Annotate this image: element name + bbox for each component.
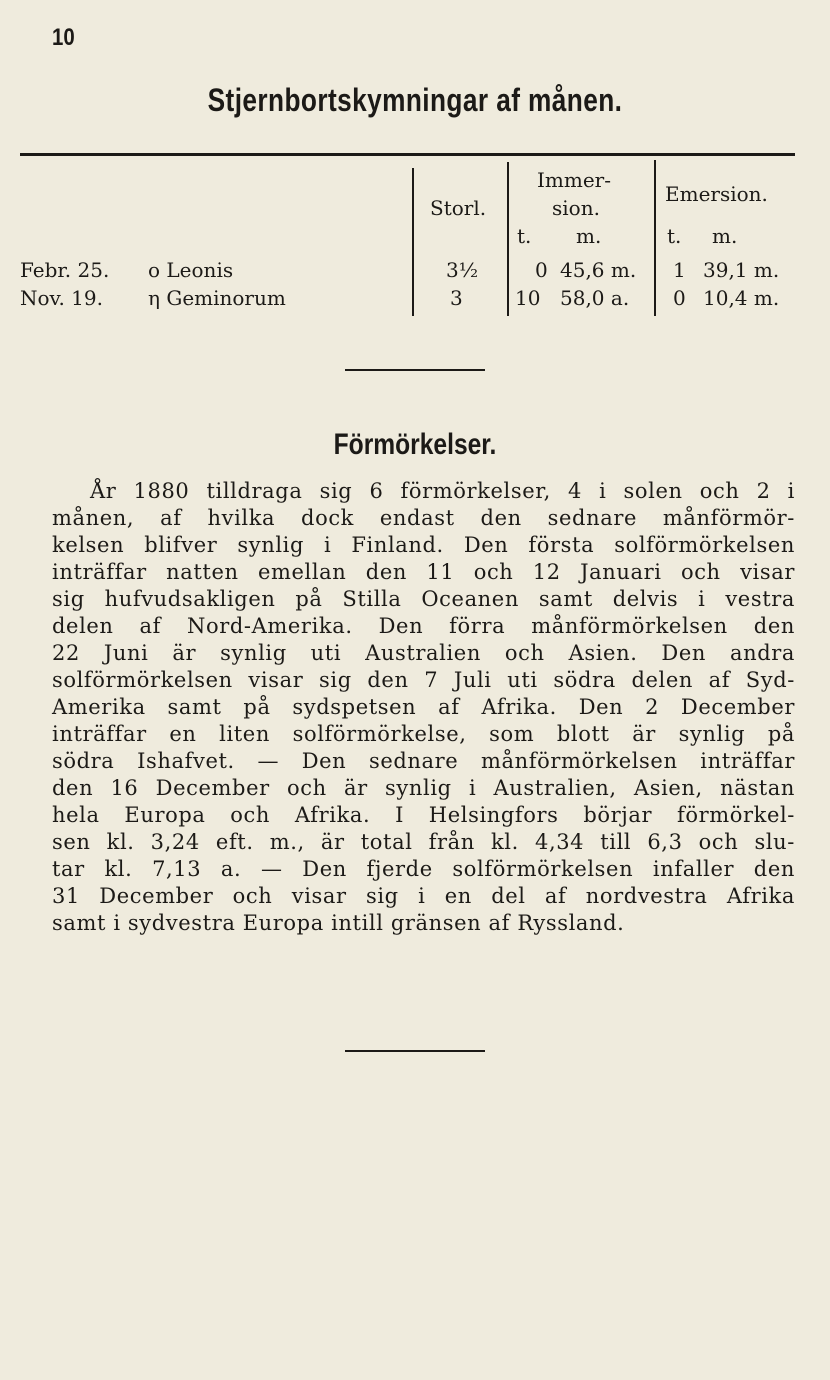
paragraph-line: den 16 December och är synlig i Australien, Asien, nästan <box>52 776 795 800</box>
page-title: Stjernbortskymningar af månen. <box>207 82 623 118</box>
paragraph-line: inträffar en liten solförmörkelse, som blott är synlig på <box>52 722 795 746</box>
row-date: Febr. 25. <box>20 258 110 282</box>
header-emersion: Emersion. <box>665 182 768 206</box>
paragraph-line: kelsen blifver synlig i Finland. Den första solförmörkelsen <box>52 533 795 557</box>
row-storl: 3½ <box>446 258 479 282</box>
paragraph-line: södra Ishafvet. — Den sednare månförmörkelsen inträffar <box>52 749 795 773</box>
section-divider <box>345 369 485 371</box>
row-date: Nov. 19. <box>20 286 103 310</box>
table-divider <box>654 160 656 316</box>
paragraph-line: 31 December och visar sig i en del af nordvestra Afrika <box>52 884 795 908</box>
paragraph-line: hela Europa och Afrika. I Helsingfors börjar förmörkel- <box>52 803 795 827</box>
end-divider <box>345 1050 485 1052</box>
row-imm-t: 10 <box>515 286 541 310</box>
table-divider <box>412 168 414 316</box>
row-em-m: 10,4 m. <box>703 286 780 310</box>
row-storl: 3 <box>450 286 463 310</box>
row-star: ο Leonis <box>148 258 234 282</box>
row-em-t: 0 <box>673 286 686 310</box>
paragraph-line: delen af Nord-Amerika. Den förra månförmörkelsen den <box>52 614 795 638</box>
section-heading: Förmörkelser. <box>333 428 497 461</box>
paragraph-line: Amerika samt på sydspetsen af Afrika. Den 2 December <box>52 695 795 719</box>
header-immersion: Immer- <box>537 168 611 192</box>
header-emersion-t: t. <box>667 224 682 248</box>
row-em-m: 39,1 m. <box>703 258 780 282</box>
paragraph-line: sen kl. 3,24 eft. m., är total från kl. 4,34 till 6,3 och slu- <box>52 830 795 854</box>
row-imm-m: 45,6 m. <box>560 258 637 282</box>
header-immersion-t: t. <box>517 224 532 248</box>
body-paragraph <box>52 478 795 937</box>
paragraph-line: År 1880 tilldraga sig 6 förmörkelser, 4 i solen och 2 i <box>90 479 795 503</box>
row-imm-t: 0 <box>535 258 548 282</box>
row-star: η Geminorum <box>148 286 286 310</box>
table-divider <box>507 162 509 316</box>
paragraph-line: inträffar natten emellan den 11 och 12 Januari och visar <box>52 560 795 584</box>
row-imm-m: 58,0 a. <box>560 286 630 310</box>
header-emersion-m: m. <box>712 224 738 248</box>
paragraph-line: solförmörkelsen visar sig den 7 Juli uti södra delen af Syd- <box>52 668 795 692</box>
paragraph-line: tar kl. 7,13 a. — Den fjerde solförmörkelsen infaller den <box>52 857 795 881</box>
paragraph-line: sig hufvudsakligen på Stilla Oceanen samt delvis i vestra <box>52 587 795 611</box>
header-immersion-m: m. <box>576 224 602 248</box>
paragraph-line: samt i sydvestra Europa intill gränsen af Ryssland. <box>52 911 625 935</box>
paragraph-line: 22 Juni är synlig uti Australien och Asien. Den andra <box>52 641 795 665</box>
row-em-t: 1 <box>673 258 686 282</box>
paragraph-line: månen, af hvilka dock endast den sednare månförmör- <box>52 506 795 530</box>
table-top-rule <box>20 153 795 156</box>
page-number: 10 <box>52 24 75 51</box>
header-immersion: sion. <box>552 196 600 220</box>
header-storl: Storl. <box>430 196 487 220</box>
